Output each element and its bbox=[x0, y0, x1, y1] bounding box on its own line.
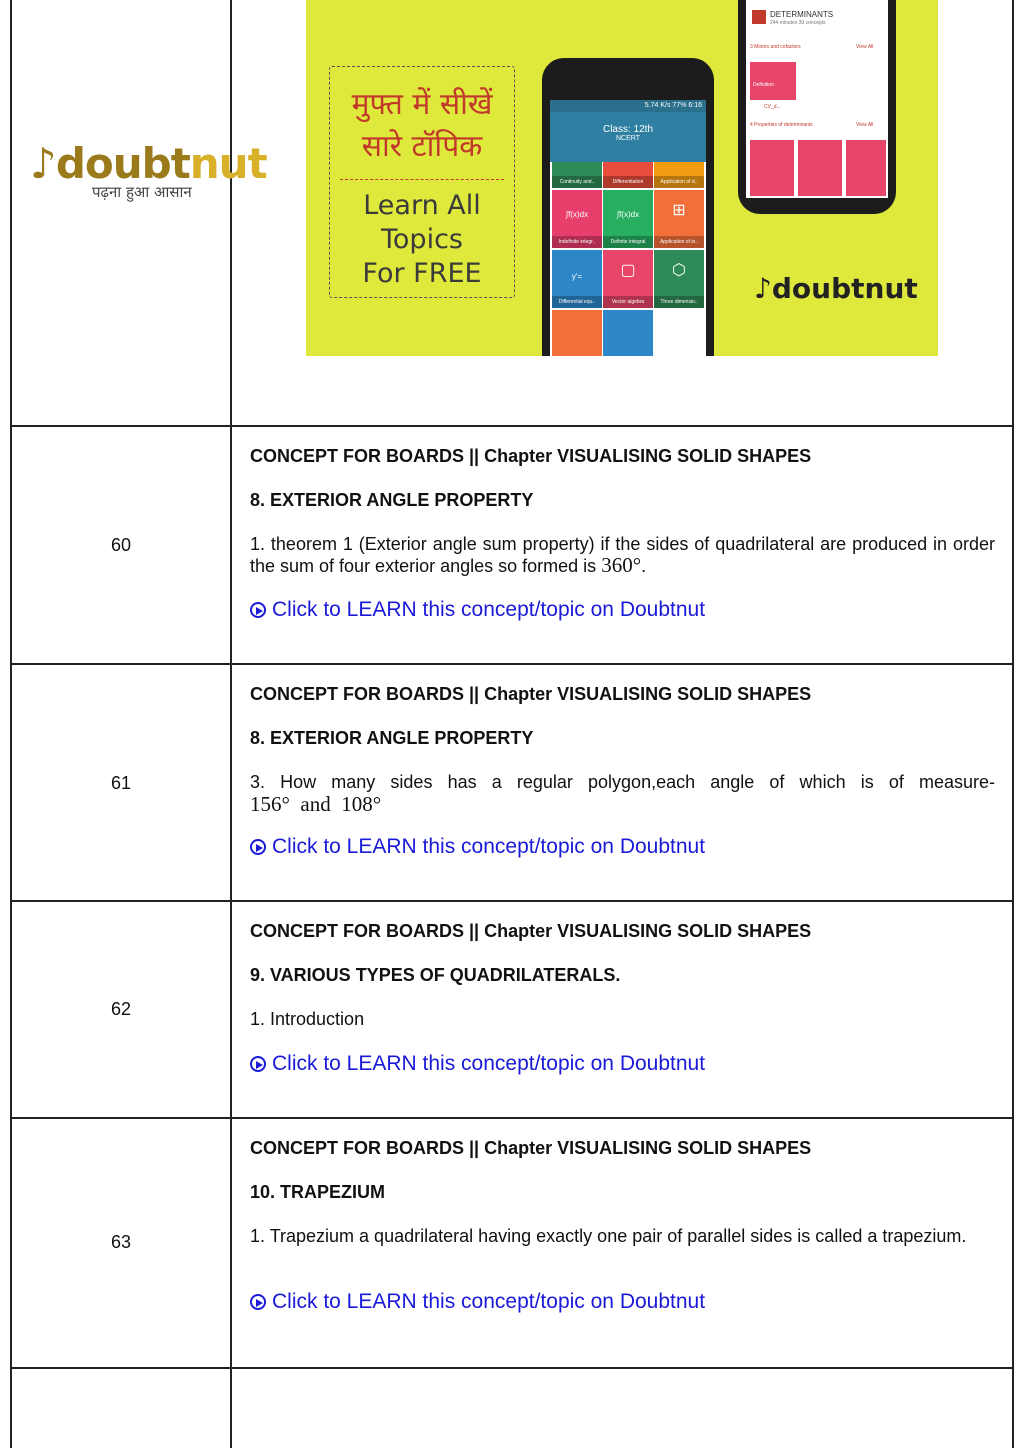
concept-cell bbox=[250, 1138, 995, 1246]
row-number: 62 bbox=[110, 999, 132, 1019]
tile-label: Three dimensio.. bbox=[654, 296, 704, 308]
tile-glyph: y'= bbox=[571, 272, 583, 281]
row-divider bbox=[10, 1117, 1014, 1119]
concept-text-body: 3. How many sides has a regular polygon,each angle of which is of measure- bbox=[250, 772, 995, 792]
concept-cell bbox=[250, 684, 995, 816]
doubtnut-logo bbox=[22, 136, 267, 216]
tile-label: Application of in.. bbox=[654, 236, 704, 248]
tile-glyph: ⊞ bbox=[672, 202, 686, 219]
learn-concept-link-text[interactable]: Click to LEARN this concept/topic on Doubtnut bbox=[272, 1052, 706, 1075]
determinants-icon bbox=[752, 10, 766, 24]
math-expression: 156° and 108° bbox=[250, 792, 382, 816]
banner-brand-logo bbox=[754, 272, 918, 305]
promo-text-box bbox=[329, 66, 515, 298]
property-card[interactable] bbox=[798, 140, 842, 196]
math-expression: 360° bbox=[601, 553, 642, 577]
learn-concept-link[interactable] bbox=[250, 835, 705, 859]
phone-mockup-2 bbox=[738, 0, 896, 214]
banner-brand-text: doubtnut bbox=[771, 272, 918, 305]
topic-tile[interactable] bbox=[654, 250, 704, 308]
section-properties: 4 Properties of determinants bbox=[750, 122, 813, 128]
class-title: Class: 12th bbox=[602, 124, 654, 135]
view-all-link-2[interactable]: View All bbox=[856, 122, 874, 128]
tile-glyph: ⬡ bbox=[672, 262, 686, 279]
topic-tile[interactable] bbox=[654, 162, 704, 188]
concept-math-line bbox=[250, 794, 995, 816]
row-number: 63 bbox=[110, 1232, 132, 1252]
play-circle-icon bbox=[250, 839, 266, 855]
row-divider bbox=[10, 663, 1014, 665]
learn-all-text bbox=[330, 189, 514, 291]
tile-label: Continuity and.. bbox=[552, 176, 602, 188]
table-column-divider bbox=[230, 0, 232, 1448]
learn-line-3: For FREE bbox=[362, 258, 482, 289]
concept-subheading: 10. TRAPEZIUM bbox=[250, 1182, 386, 1202]
concept-text-end: . bbox=[641, 556, 647, 576]
concept-text bbox=[250, 772, 995, 793]
hindi-line-1: मुफ्त में सीखें bbox=[351, 87, 493, 122]
tile-label: Indefinite integr.. bbox=[552, 236, 602, 248]
view-all-link-1[interactable]: View All bbox=[856, 44, 874, 50]
section-minors: 3 Minors and cofactors bbox=[750, 44, 801, 50]
learn-concept-link[interactable] bbox=[250, 1290, 705, 1314]
topic-tile[interactable] bbox=[552, 250, 602, 308]
topic-tile[interactable] bbox=[603, 250, 653, 308]
phone-mockup-1 bbox=[542, 58, 714, 356]
concept-text-body: 1. theorem 1 (Exterior angle sum property) if the sides of quadrilateral are produced in order the sum of four exterior angles so formed is bbox=[250, 534, 995, 576]
learn-concept-link[interactable] bbox=[250, 1052, 705, 1076]
class-subtitle: NCERT bbox=[616, 135, 640, 142]
play-circle-icon bbox=[250, 1056, 266, 1072]
concept-subheading: 8. EXTERIOR ANGLE PROPERTY bbox=[250, 490, 534, 510]
tile-label: Application of d.. bbox=[654, 176, 704, 188]
tile-label: Differentiation bbox=[603, 176, 653, 188]
topic-tile[interactable] bbox=[552, 190, 602, 248]
topic-tile[interactable] bbox=[603, 190, 653, 248]
tile-glyph: ∫f(x)dx bbox=[616, 210, 640, 219]
learn-concept-link-text[interactable]: Click to LEARN this concept/topic on Doubtnut bbox=[272, 598, 706, 621]
concept-subheading: 9. VARIOUS TYPES OF QUADRILATERALS. bbox=[250, 965, 621, 985]
row-number: 60 bbox=[110, 535, 132, 555]
logo-doubt: doubt bbox=[55, 139, 190, 188]
learn-concept-link[interactable] bbox=[250, 598, 705, 622]
concept-heading: CONCEPT FOR BOARDS || Chapter VISUALISING SOLID SHAPES bbox=[250, 921, 812, 941]
logo-note-icon: ♪ bbox=[30, 139, 56, 188]
topic-tile[interactable] bbox=[603, 310, 653, 356]
concept-subheading: 8. EXTERIOR ANGLE PROPERTY bbox=[250, 728, 534, 748]
logo-tagline: पढ़ना हुआ आसान bbox=[92, 183, 192, 201]
determinants-subtitle: 244 minutes 39 concepts bbox=[770, 20, 826, 26]
concept-cell bbox=[250, 446, 995, 577]
tile-label: Differential equ.. bbox=[552, 296, 602, 308]
topic-tile[interactable] bbox=[552, 162, 602, 188]
row-divider bbox=[10, 425, 1014, 427]
determinants-title: DETERMINANTS bbox=[770, 10, 834, 19]
topic-tile[interactable] bbox=[552, 310, 602, 356]
brand-note-icon: ♪ bbox=[754, 272, 772, 305]
hindi-line-2: सारे टॉपिक bbox=[361, 129, 483, 164]
concept-cell bbox=[250, 921, 995, 1029]
status-bar: 5.74 K/s 77% 6:16 bbox=[550, 100, 706, 112]
tile-label: Vector algebra bbox=[603, 296, 653, 308]
property-card[interactable] bbox=[846, 140, 886, 196]
definition-card-label: Definition bbox=[753, 82, 774, 88]
tile-glyph: ∫f(x)dx bbox=[565, 210, 589, 219]
phone-screen-1 bbox=[550, 100, 706, 356]
concept-heading: CONCEPT FOR BOARDS || Chapter VISUALISING SOLID SHAPES bbox=[250, 1138, 812, 1158]
concept-heading: CONCEPT FOR BOARDS || Chapter VISUALISING SOLID SHAPES bbox=[250, 446, 812, 466]
dashed-divider bbox=[340, 179, 504, 180]
concept-text: 1. Introduction bbox=[250, 1009, 365, 1029]
tile-glyph: ▢ bbox=[620, 262, 636, 279]
play-circle-icon bbox=[250, 1294, 266, 1310]
concept-heading: CONCEPT FOR BOARDS || Chapter VISUALISING SOLID SHAPES bbox=[250, 684, 812, 704]
logo-nut: nut bbox=[189, 139, 267, 188]
promo-banner[interactable] bbox=[306, 0, 938, 356]
concept-text bbox=[250, 534, 995, 577]
concept-text: 1. Trapezium a quadrilateral having exactly one pair of parallel sides is called a trapezium. bbox=[250, 1226, 967, 1246]
tile-label: Definite integral bbox=[603, 236, 653, 248]
learn-line-2: Topics bbox=[381, 224, 463, 255]
table-border-left bbox=[10, 0, 12, 1448]
learn-concept-link-text[interactable]: Click to LEARN this concept/topic on Doubtnut bbox=[272, 1290, 706, 1313]
card-sub: CV_d... bbox=[764, 104, 781, 110]
learn-concept-link-text[interactable]: Click to LEARN this concept/topic on Doubtnut bbox=[272, 835, 706, 858]
learn-line-1: Learn All bbox=[363, 190, 481, 221]
property-card[interactable] bbox=[750, 140, 794, 196]
definition-card[interactable] bbox=[750, 62, 796, 100]
row-divider bbox=[10, 1367, 1014, 1369]
topic-tile[interactable] bbox=[654, 190, 704, 248]
row-divider bbox=[10, 900, 1014, 902]
play-circle-icon bbox=[250, 602, 266, 618]
row-number: 61 bbox=[110, 773, 132, 793]
class-header bbox=[550, 112, 706, 162]
table-border-right bbox=[1012, 0, 1014, 1448]
topic-tile[interactable] bbox=[603, 162, 653, 188]
phone-screen-2 bbox=[746, 0, 888, 198]
